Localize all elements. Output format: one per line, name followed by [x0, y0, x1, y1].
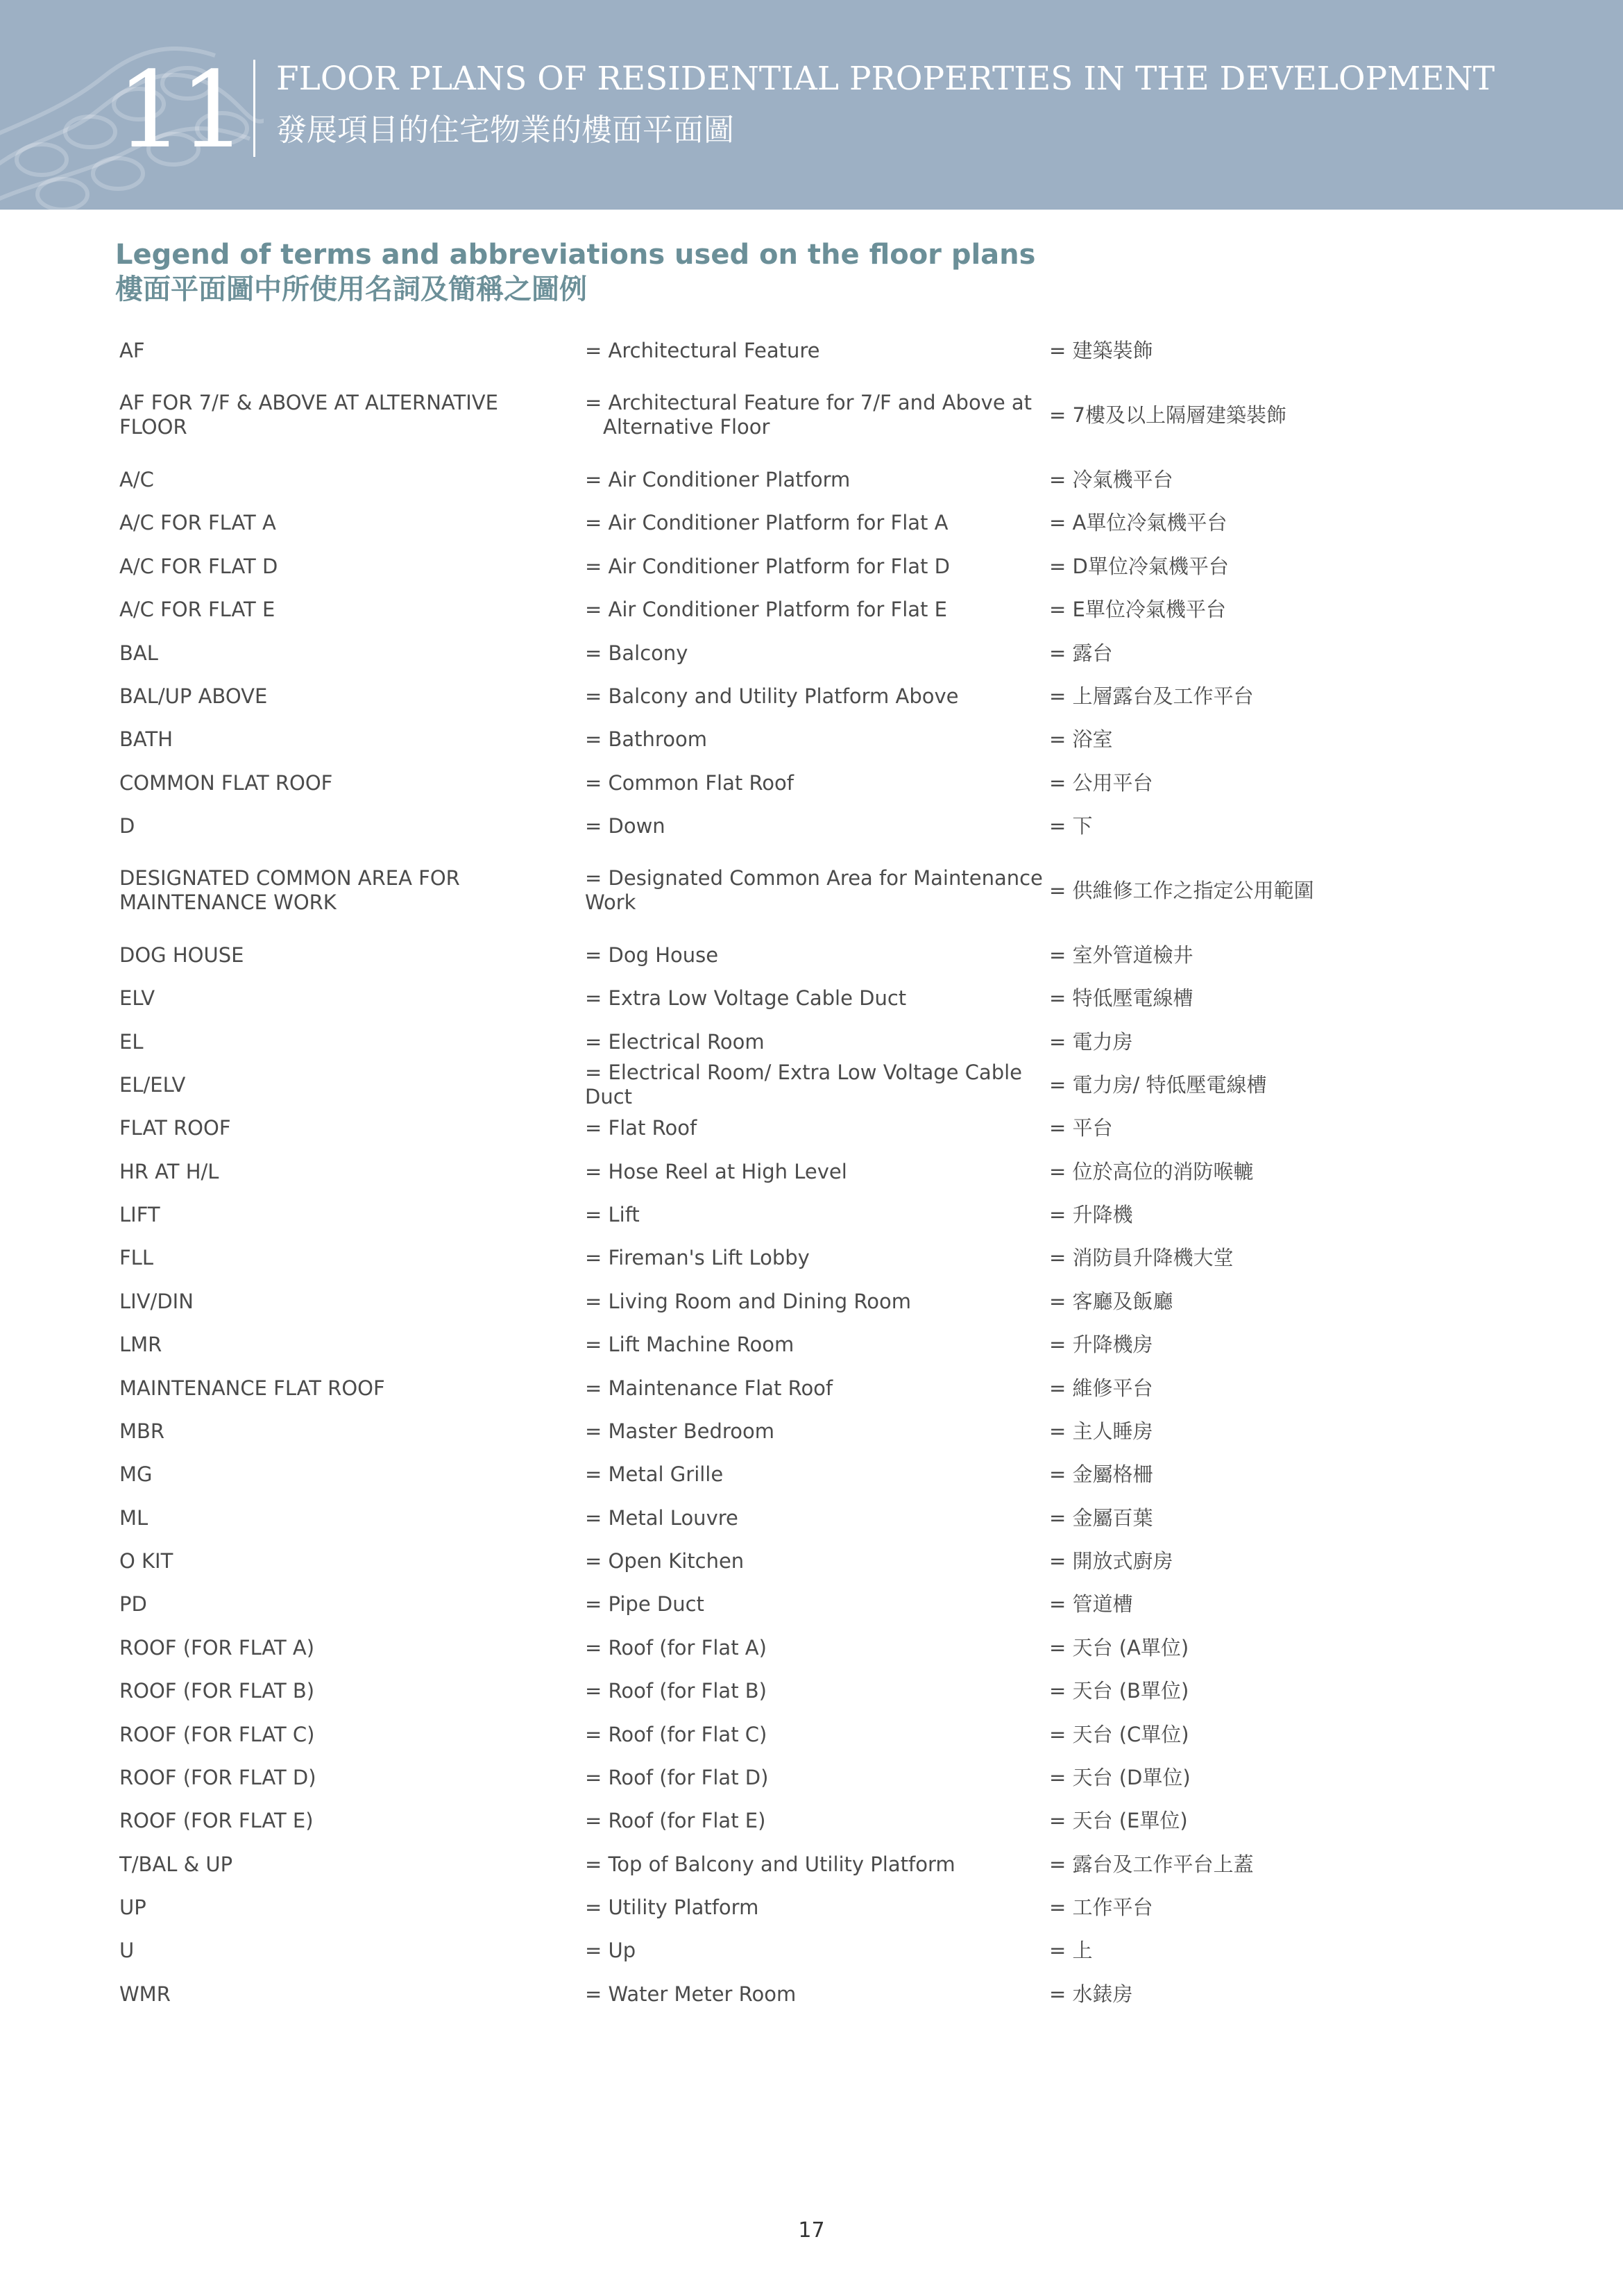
legend-meaning-zh: = 上	[1049, 1938, 1093, 1962]
legend-abbreviation: DESIGNATED COMMON AREA FOR MAINTENANCE WORK	[119, 866, 460, 914]
legend-meaning-en: = Dog House	[585, 943, 719, 967]
legend-row	[0, 589, 1623, 630]
legend-row	[0, 1541, 1623, 1581]
legend-row	[0, 1844, 1623, 1884]
legend-abbreviation: ROOF (FOR FLAT D)	[119, 1765, 316, 1789]
legend-meaning-en: = Metal Grille	[585, 1462, 724, 1486]
legend-meaning-en: = Utility Platform	[585, 1895, 759, 1919]
legend-row	[0, 806, 1623, 846]
legend-abbreviation: BAL	[119, 641, 158, 665]
legend-abbreviation: FLL	[119, 1245, 153, 1269]
legend-abbreviation: EL/ELV	[119, 1072, 186, 1097]
legend-meaning-en: = Flat Roof	[585, 1115, 697, 1140]
legend-row	[0, 459, 1623, 500]
legend-meaning-en: = Master Bedroom	[585, 1419, 774, 1443]
legend-row	[0, 387, 1623, 443]
legend-abbreviation: ROOF (FOR FLAT B)	[119, 1678, 315, 1703]
legend-meaning-en: = Water Meter Room	[585, 1982, 797, 2006]
legend-abbreviation: AF FOR 7/F & ABOVE AT ALTERNATIVE FLOOR	[119, 391, 498, 439]
legend-abbreviation: ML	[119, 1505, 148, 1530]
legend-row	[0, 1368, 1623, 1408]
legend-meaning-zh: = 天台 (B單位)	[1049, 1678, 1189, 1703]
legend-meaning-en: = Up	[585, 1938, 636, 1962]
section-title-zh: 發展項目的住宅物業的樓面平面圖	[276, 112, 734, 148]
legend-meaning-zh: = 露台	[1049, 641, 1113, 665]
legend-meaning-zh: = 天台 (E單位)	[1049, 1808, 1188, 1832]
legend-meaning-zh: = 天台 (D單位)	[1049, 1765, 1191, 1789]
legend-meaning-en: = Extra Low Voltage Cable Duct	[585, 986, 907, 1010]
legend-row	[0, 1151, 1623, 1192]
legend-meaning-zh: = 供維修工作之指定公用範圍	[1049, 878, 1314, 902]
legend-meaning-en: = Architectural Feature	[585, 338, 820, 362]
legend-row	[0, 1930, 1623, 1970]
legend-meaning-en: = Top of Balcony and Utility Platform	[585, 1852, 955, 1876]
legend-abbreviation: MAINTENANCE FLAT ROOF	[119, 1376, 385, 1400]
legend-row	[0, 1324, 1623, 1365]
legend-meaning-en: = Balcony and Utility Platform Above	[585, 684, 959, 708]
legend-row	[0, 1195, 1623, 1235]
legend-heading-en: Legend of terms and abbreviations used on the floor plans	[115, 239, 1036, 271]
legend-meaning-zh: = 平台	[1049, 1115, 1113, 1140]
legend-row	[0, 1454, 1623, 1494]
legend-meaning-zh: = 室外管道檢井	[1049, 943, 1193, 967]
legend-abbreviation: ELV	[119, 986, 155, 1010]
legend-meaning-zh: = 冷氣機平台	[1049, 467, 1173, 491]
legend-row	[0, 633, 1623, 673]
legend-abbreviation: BATH	[119, 727, 173, 751]
legend-row	[0, 1974, 1623, 2014]
legend-meaning-en: = Roof (for Flat D)	[585, 1765, 769, 1789]
legend-meaning-zh: = 消防員升降機大堂	[1049, 1245, 1234, 1269]
legend-meaning-zh: = 天台 (C單位)	[1049, 1722, 1189, 1746]
legend-meaning-en: = Air Conditioner Platform	[585, 467, 851, 491]
legend-meaning-zh: = 客廳及飯廳	[1049, 1289, 1173, 1313]
legend-row	[0, 1411, 1623, 1451]
legend-meaning-en: = Electrical Room/ Extra Low Voltage Cable Duct	[585, 1061, 1023, 1108]
legend-meaning-zh: = 工作平台	[1049, 1895, 1153, 1919]
legend-meaning-zh: = 浴室	[1049, 727, 1113, 751]
legend-meaning-zh: = 主人睡房	[1049, 1419, 1153, 1443]
legend-meaning-zh: = 升降機房	[1049, 1332, 1153, 1356]
legend-meaning-en: = Roof (for Flat C)	[585, 1722, 767, 1746]
legend-abbreviation: LIFT	[119, 1202, 160, 1226]
legend-meaning-zh: = 管道槽	[1049, 1592, 1133, 1616]
legend-meaning-zh: = 7樓及以上隔層建築裝飾	[1049, 403, 1286, 427]
legend-meaning-zh: = A單位冷氣機平台	[1049, 510, 1227, 534]
legend-meaning-zh: = E單位冷氣機平台	[1049, 597, 1226, 621]
legend-meaning-en: = Bathroom	[585, 727, 707, 751]
legend-meaning-en: = Air Conditioner Platform for Flat D	[585, 554, 950, 578]
legend-row	[0, 1800, 1623, 1841]
legend-abbreviation: UP	[119, 1895, 146, 1919]
legend-abbreviation: PD	[119, 1592, 147, 1616]
legend-meaning-zh: = 金屬百葉	[1049, 1505, 1153, 1530]
legend-heading-zh: 樓面平面圖中所使用名詞及簡稱之圖例	[115, 273, 587, 305]
legend-abbreviation: A/C FOR FLAT E	[119, 597, 275, 621]
legend-meaning-en: = Lift	[585, 1202, 640, 1226]
legend-abbreviation: AF	[119, 338, 145, 362]
legend-abbreviation: EL	[119, 1029, 144, 1054]
legend-meaning-zh: = 特低壓電線槽	[1049, 986, 1193, 1010]
legend-row	[0, 1108, 1623, 1148]
legend-abbreviation: MG	[119, 1462, 153, 1486]
legend-meaning-en: = Lift Machine Room	[585, 1332, 794, 1356]
legend-row	[0, 1238, 1623, 1278]
legend-abbreviation: ROOF (FOR FLAT E)	[119, 1808, 314, 1832]
legend-row	[0, 978, 1623, 1018]
legend-meaning-zh: = 金屬格柵	[1049, 1462, 1153, 1486]
legend-row	[0, 719, 1623, 759]
legend-meaning-zh: = 電力房/ 特低壓電線槽	[1049, 1072, 1267, 1097]
legend-meaning-en: = Common Flat Roof	[585, 770, 794, 795]
legend-abbreviation: D	[119, 813, 135, 838]
legend-abbreviation: T/BAL & UP	[119, 1852, 233, 1876]
legend-abbreviation: LIV/DIN	[119, 1289, 194, 1313]
legend-abbreviation: MBR	[119, 1419, 165, 1443]
legend-abbreviation: LMR	[119, 1332, 162, 1356]
legend-row	[0, 546, 1623, 586]
chapter-number: 11	[117, 49, 243, 171]
legend-meaning-en: = Architectural Feature for 7/F and Above at Alternative Floor	[585, 391, 1033, 439]
legend-meaning-en: = Living Room and Dining Room	[585, 1289, 911, 1313]
legend-meaning-en: = Electrical Room	[585, 1029, 765, 1054]
legend-meaning-zh: = 開放式廚房	[1049, 1548, 1173, 1573]
legend-meaning-en: = Roof (for Flat A)	[585, 1635, 767, 1660]
legend-abbreviation: BAL/UP ABOVE	[119, 684, 268, 708]
legend-row	[0, 1628, 1623, 1668]
legend-row	[0, 1061, 1623, 1108]
legend-meaning-zh: = 維修平台	[1049, 1376, 1153, 1400]
legend-row	[0, 503, 1623, 543]
legend-abbreviation: ROOF (FOR FLAT A)	[119, 1635, 315, 1660]
legend-abbreviation: FLAT ROOF	[119, 1115, 231, 1140]
legend-meaning-zh: = 升降機	[1049, 1202, 1133, 1226]
legend-row	[0, 330, 1623, 371]
legend-row	[0, 1887, 1623, 1927]
legend-meaning-en: = Roof (for Flat B)	[585, 1678, 767, 1703]
legend-meaning-en: = Metal Louvre	[585, 1505, 738, 1530]
legend-row	[0, 676, 1623, 716]
legend-meaning-en: = Designated Common Area for Maintenance Work	[585, 866, 1043, 914]
legend-meaning-zh: = 建築裝飾	[1049, 338, 1153, 362]
legend-meaning-zh: = 上層露台及工作平台	[1049, 684, 1254, 708]
legend-meaning-en: = Air Conditioner Platform for Flat E	[585, 597, 947, 621]
legend-abbreviation: U	[119, 1938, 135, 1962]
legend-row	[0, 763, 1623, 803]
legend-row	[0, 863, 1623, 918]
legend-meaning-zh: = 位於高位的消防喉轆	[1049, 1159, 1254, 1183]
legend-meaning-en: = Down	[585, 813, 665, 838]
legend-row	[0, 1498, 1623, 1538]
page-number: 17	[798, 2218, 825, 2243]
legend-meaning-en: = Roof (for Flat E)	[585, 1808, 766, 1832]
legend-abbreviation: HR AT H/L	[119, 1159, 219, 1183]
legend-meaning-zh: = 水錶房	[1049, 1982, 1133, 2006]
legend-row	[0, 1022, 1623, 1062]
section-title-en: FLOOR PLANS OF RESIDENTIAL PROPERTIES IN THE DEVELOPMENT	[276, 60, 1495, 98]
legend-row	[0, 1714, 1623, 1755]
legend-row	[0, 1281, 1623, 1322]
legend-meaning-zh: = 露台及工作平台上蓋	[1049, 1852, 1254, 1876]
legend-meaning-en: = Maintenance Flat Roof	[585, 1376, 833, 1400]
legend-abbreviation: A/C FOR FLAT D	[119, 554, 278, 578]
legend-row	[0, 1584, 1623, 1624]
legend-row	[0, 935, 1623, 975]
legend-meaning-zh: = 電力房	[1049, 1029, 1133, 1054]
legend-abbreviation: ROOF (FOR FLAT C)	[119, 1722, 315, 1746]
legend-abbreviation: COMMON FLAT ROOF	[119, 770, 333, 795]
legend-meaning-en: = Balcony	[585, 641, 688, 665]
legend-abbreviation: A/C FOR FLAT A	[119, 510, 276, 534]
legend-meaning-en: = Hose Reel at High Level	[585, 1159, 847, 1183]
legend-abbreviation: DOG HOUSE	[119, 943, 244, 967]
legend-meaning-zh: = 下	[1049, 813, 1093, 838]
legend-meaning-zh: = 天台 (A單位)	[1049, 1635, 1189, 1660]
legend-meaning-en: = Fireman's Lift Lobby	[585, 1245, 810, 1269]
legend-row	[0, 1671, 1623, 1711]
legend-abbreviation: O KIT	[119, 1548, 173, 1573]
legend-meaning-en: = Air Conditioner Platform for Flat A	[585, 510, 949, 534]
legend-abbreviation: WMR	[119, 1982, 171, 2006]
legend-meaning-en: = Pipe Duct	[585, 1592, 704, 1616]
legend-abbreviation: A/C	[119, 467, 154, 491]
legend-meaning-zh: = 公用平台	[1049, 770, 1153, 795]
legend-meaning-zh: = D單位冷氣機平台	[1049, 554, 1229, 578]
legend-meaning-en: = Open Kitchen	[585, 1548, 745, 1573]
legend-row	[0, 1757, 1623, 1798]
